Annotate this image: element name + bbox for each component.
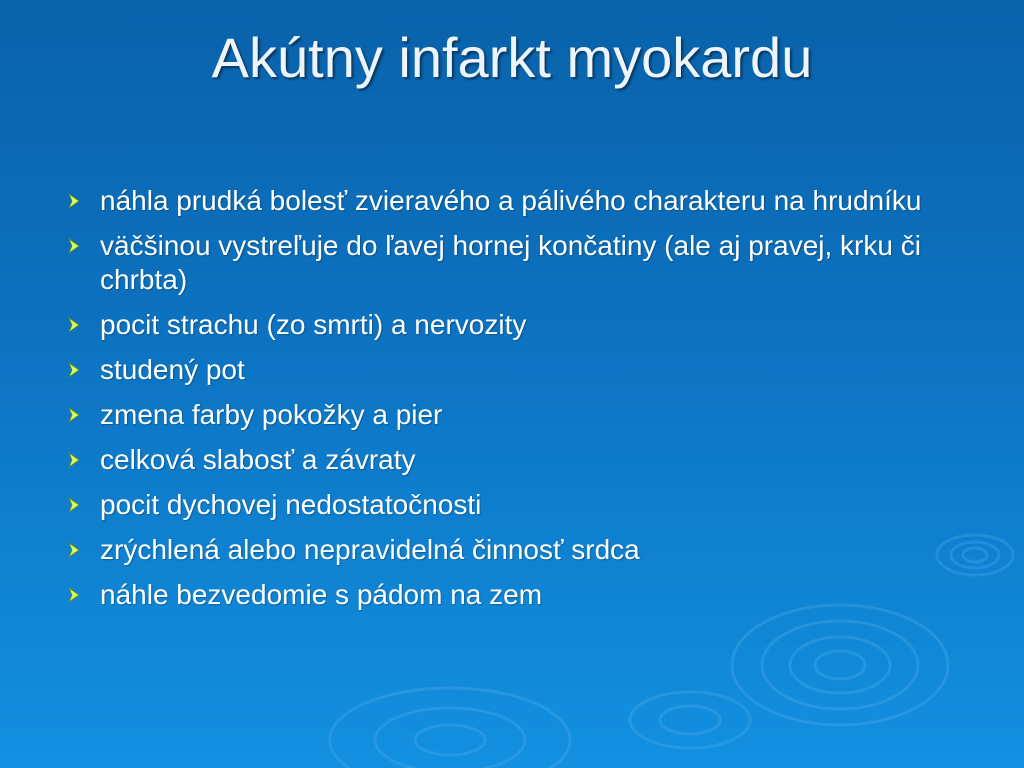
arrow-bullet-icon [66,317,82,333]
bullet-list [64,184,964,623]
bullet-item [64,184,964,218]
bullet-item [64,398,964,432]
bullet-item [64,533,964,567]
bullet-text: náhla prudká bolesť zvieravého a pálivého charakteru na hrudníku [100,185,922,216]
bullet-text: pocit dychovej nedostatočnosti [100,489,482,520]
bullet-text: väčšinou vystreľuje do ľavej hornej končatiny (ale aj pravej, krku či chrbta) [100,230,921,295]
bullet-text: náhle bezvedomie s pádom na zem [100,579,543,610]
arrow-bullet-icon [66,497,82,513]
bullet-item [64,488,964,522]
bullet-text: celková slabosť a závraty [100,444,416,475]
arrow-bullet-icon [66,407,82,423]
arrow-bullet-icon [66,362,82,378]
arrow-bullet-icon [66,193,82,209]
slide-title: Akútny infarkt myokardu [211,26,813,89]
bullet-text: zmena farby pokožky a pier [100,399,443,430]
arrow-bullet-icon [66,238,82,254]
arrow-bullet-icon [66,587,82,603]
arrow-bullet-icon [66,542,82,558]
bullet-text: studený pot [100,354,245,385]
bullet-item [64,308,964,342]
bullet-item [64,443,964,477]
bullet-item [64,353,964,387]
bullet-item [64,578,964,612]
arrow-bullet-icon [66,452,82,468]
bullet-text: zrýchlená alebo nepravidelná činnosť srdca [100,534,640,565]
bullet-item [64,229,964,297]
bullet-text: pocit strachu (zo smrti) a nervozity [100,309,527,340]
